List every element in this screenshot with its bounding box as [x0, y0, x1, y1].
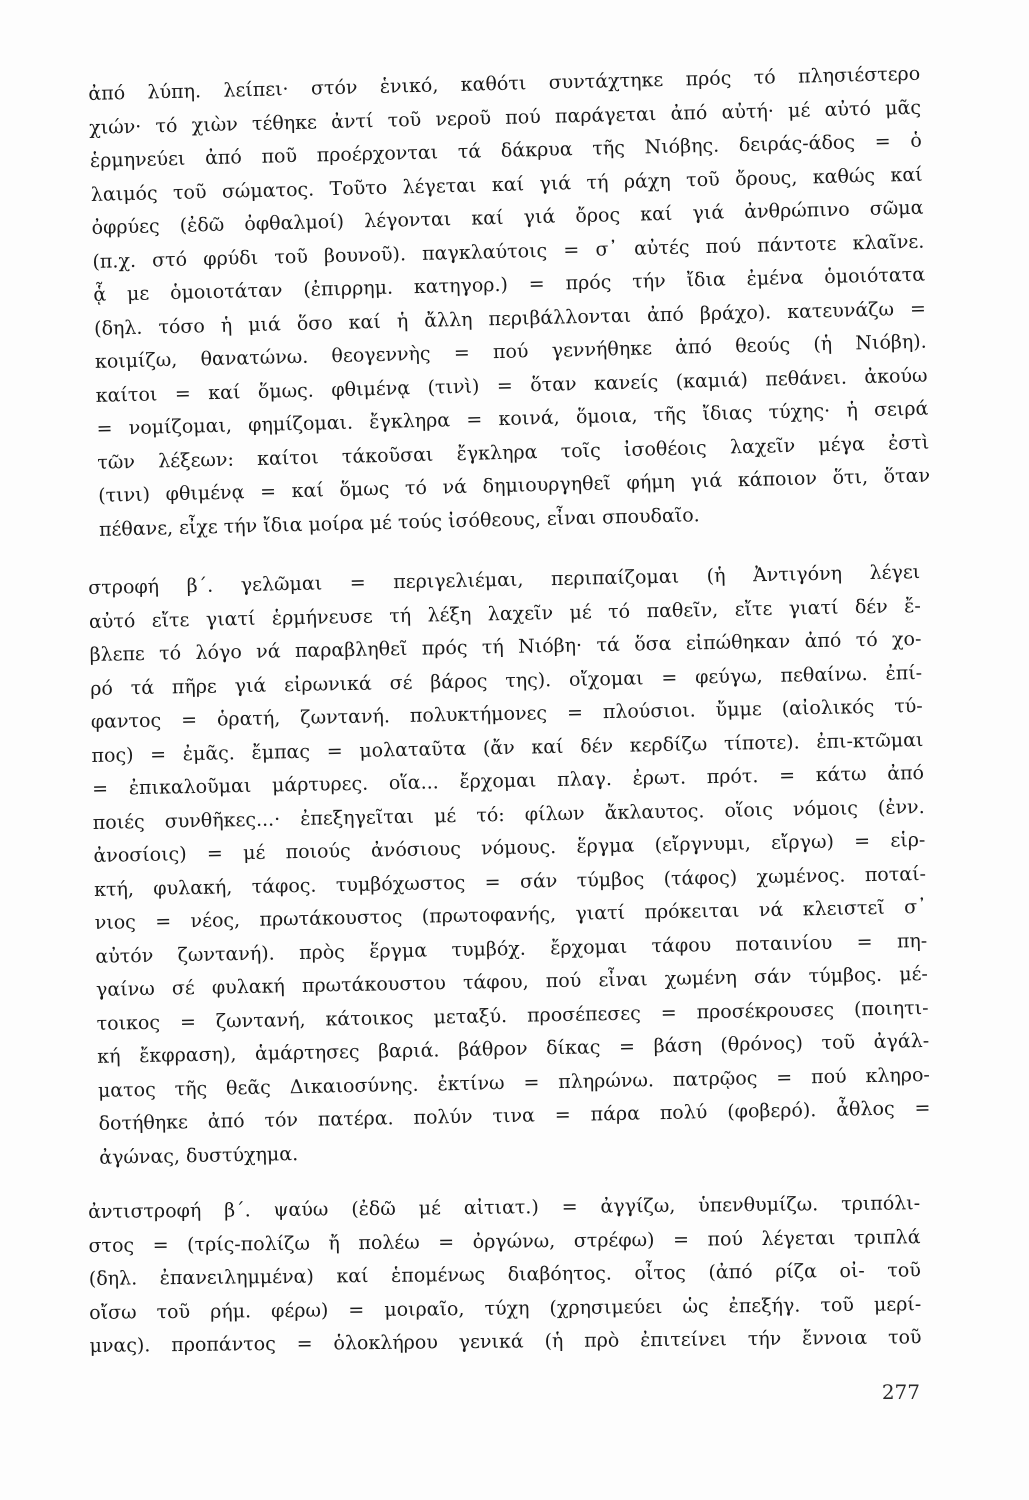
text-line: ρό τά πῆρε γιά εἰρωνικά σέ βάρος της). οἴχομαι = φεύγω, πεθαίνω. ἐπί-: [90, 661, 923, 700]
text-line: (π.χ. στό φρύδι τοῦ βουνοῦ). παγκλαύτοις = σ᾽ αὐτές πού πάντοτε κλαῖνε.: [92, 230, 925, 273]
text-line: ὀφρύες (ἐδῶ ὀφθαλμοί) λέγονται καί γιά ὄρος καί γιά ἀνθρώπινο σῶμα: [91, 196, 924, 239]
text-line: ἀγώνας, δυστύχημα.: [99, 1142, 299, 1169]
text-line: πος) = ἐμᾶς. ἔμπας = μολαταῦτα (ἄν καί δέν κερδίζω τίποτε). ἐπι-κτῶμαι: [91, 728, 924, 767]
text-line: οἴσω τοῦ ρήμ. φέρω) = μοιραῖο, τύχη (χρησιμεύει ὡς ἐπεξήγ. τοῦ μερί-: [89, 1292, 922, 1324]
text-line: ἀνοσίοις) = μέ ποιούς ἀνόσιους νόμους. ἕργμα (εἴργνυμι, εἴργω) = εἱρ-: [93, 828, 926, 867]
text-line: τοικος = ζωντανή, κάτοικος μεταξύ. προσέπεσες = προσέκρουσες (ποιητι-: [96, 996, 929, 1035]
paragraph-3: [88, 1187, 922, 1363]
text-line: ἀπό λύπη. λείπει· στόν ἑνικό, καθότι συντάχτηκε πρός τό πλησιέστερο: [88, 62, 921, 105]
text-line: δοτήθηκε ἀπό τόν πατέρα. πολύν τινα = πάρα πολύ (φοβερό). ἆθλος =: [98, 1096, 931, 1135]
text-line: ποιές συνθῆκες...· ἐπεξηγεῖται μέ τό: φίλων ἄκλαυτος. οἵοις νόμοις (ἐνν.: [92, 795, 925, 834]
text-line: βλεπε τό λόγο νά παραβληθεῖ πρός τή Νιόβη· τά ὅσα εἰπώθηκαν ἀπό τό χο-: [89, 628, 922, 666]
text-line: αὐτό εἴτε γιατί ἑρμήνευσε τή λέξη λαχεῖν μέ τό παθεῖν, εἴτε γιατί δέν ἔ-: [88, 594, 922, 633]
text-line: φαντος = ὁρατή, ζωντανή. πολυκτήμονες = πλούσιοι. ὔμμε (αἰολικός τύ-: [90, 695, 923, 733]
text-line: μνας). προπάντος = ὁλοκλήρου γενικά (ἡ πρὸ ἐπιτείνει τήν ἔννοια τοῦ: [89, 1326, 922, 1357]
text-line: αὐτόν ζωντανή). πρὸς ἕργμα τυμβόχ. ἔρχομαι τάφου ποταινίου = πη-: [95, 929, 928, 968]
paragraph-2: [88, 556, 931, 1175]
text-line: (δηλ. τόσο ἡ μιά ὅσο καί ἡ ἄλλη περιβάλλονται ἀπό βράχο). κατευνάζω =: [93, 297, 927, 340]
text-line: (τινι) φθιμένᾳ = καί ὅμως τό νά δημιουργηθεῖ φήμη γιά κάποιον ὅτι, ὅταν: [97, 464, 931, 507]
text-line: ἀντιστροφή β΄. ψαύω (ἐδῶ μέ αἰτιατ.) = ἀγγίζω, ὑπενθυμίζω. τριπόλι-: [88, 1192, 921, 1223]
text-line: γαίνω σέ φυλακή πρωτάκουστου τάφου, πού εἶναι χωμένη σάν τύμβος. μέ-: [95, 962, 929, 1001]
text-line: στος = (τρίς-πολίζω ἤ πολέω = ὀργώνω, στρέφω) = πού λέγεται τριπλά: [88, 1225, 921, 1257]
text-line: τῶν λέξεων: καίτοι τάκοῦσαι ἔγκληρα τοῖς ἰσοθέοις λαχεῖν μέγα ἐστὶ: [97, 431, 930, 474]
text-line: κοιμίζω, θανατώνω. θεογεννὴς = πού γεννήθηκε ἀπό θεούς (ἡ Νιόβη).: [94, 330, 927, 373]
text-line: = ἐπικαλοῦμαι μάρτυρες. οἵα... ἔρχομαι πλαγ. ἐρωτ. πρότ. = κάτω ἀπό: [91, 761, 925, 800]
page-number: 277: [881, 1380, 920, 1404]
text-line: κτή, φυλακή, τάφος. τυμβόχωστος = σάν τύμβος (τάφος) χωμένος. ποταί-: [93, 862, 927, 901]
text-line: (δηλ. ἐπανειλημμένα) καί ἑπομένως διαβόητος. οἶτος (ἀπό ρίζα οἰ- τοῦ: [88, 1259, 921, 1290]
text-line: λαιμός τοῦ σώματος. Τοῦτο λέγεται καί γιά τή ράχη τοῦ ὄρους, καθώς καί: [90, 163, 923, 206]
text-line: καίτοι = καί ὅμως. φθιμένᾳ (τινὶ) = ὅταν κανείς (καμιά) πεθάνει. ἀκούω: [95, 364, 928, 407]
paragraph-1: [88, 58, 931, 547]
text-line: = νομίζομαι, φημίζομαι. ἔγκληρα = κοινά, ὅμοια, τῆς ἴδιας τύχης· ἡ σειρά: [96, 397, 929, 440]
text-line: κή ἔκφραση), ἁμάρτησες βαριά. βάθρον δίκας = βάση (θρόνος) τοῦ ἀγάλ-: [97, 1029, 930, 1068]
text-line: ματος τῆς θεᾶς Δικαιοσύνης. ἐκτίνω = πληρώνω. πατρῷος = πού κληρο-: [97, 1063, 931, 1102]
text-line: νιος = νέος, πρωτάκουστος (πρωτοφανής, γιατί πρόκειται νά κλειστεῖ σ᾽: [94, 895, 927, 934]
text-line: στροφή β΄. γελῶμαι = περιγελιέμαι, περιπαίζομαι (ἡ Ἀντιγόνη λέγει: [88, 561, 921, 599]
text-line: χιών· τό χιὼν τέθηκε ἀντί τοῦ νεροῦ πού παράγεται ἀπό αὐτή· μέ αὐτό μᾶς: [88, 96, 922, 139]
text-line: πέθανε, εἶχε τήν ἴδια μοίρα μέ τούς ἰσόθεους, εἶναι σπουδαῖο.: [98, 503, 700, 541]
text-line: ᾇ με ὁμοιοτάταν (ἐπιρρημ. κατηγορ.) = πρός τήν ἴδια ἐμένα ὁμοιότατα: [93, 263, 926, 306]
text-line: ἑρμηνεύει ἀπό ποῦ προέρχονται τά δάκρυα τῆς Νιόβης. δειράς-άδος = ὁ: [89, 129, 923, 172]
